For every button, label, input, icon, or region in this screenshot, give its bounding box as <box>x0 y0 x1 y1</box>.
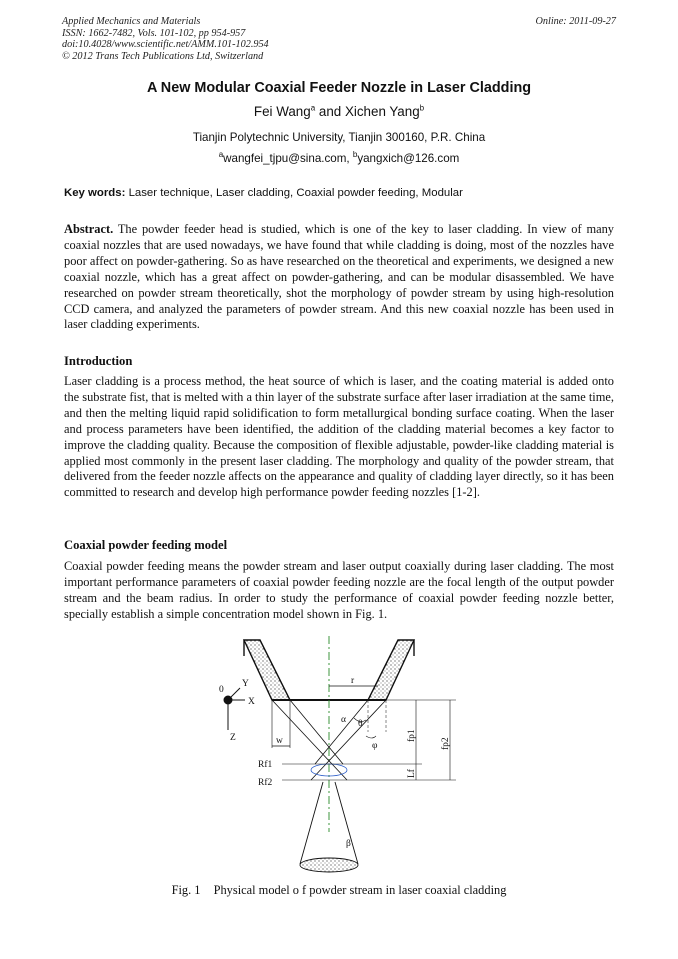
z-axis-label: Z <box>230 733 236 743</box>
fp1-label: fp1 <box>407 729 417 742</box>
phi-label: φ <box>372 741 378 751</box>
author-1: Fei Wang <box>253 104 311 119</box>
author-2: Xichen Yang <box>344 104 420 119</box>
paper-title: A New Modular Coaxial Feeder Nozzle in Laser Cladding <box>146 80 532 96</box>
rf2-label: Rf2 <box>258 778 273 788</box>
y-axis-line <box>228 688 240 700</box>
x-axis-label: X <box>248 697 255 707</box>
theta-label: θ <box>358 719 363 729</box>
introduction-text: Laser cladding is a process method, the heat source of which is laser, and the coating material is added onto the substrate fist, that is melted with a thin layer of the substrate surface after laser irradiation at the same time, and then the melting liquid rapid solidification to form metallurgical bonding surface coating. When the laser and process parameters have been identified, the addition of the cladding material becomes a key factor to improve the cladding quality. Because the composition of flexible adjustable, powder-like cladding material is applied most commonly in the present laser cladding. The morphology and quality of the powder stream, that delivered from the feeder nozzle affects on the appearance and quality of cladding layer directly, so it has been committed to research and develop high performance powder feeding nozzles [1-2]. <box>64 374 614 500</box>
keywords-text: Laser technique, Laser cladding, Coaxial powder feeding, Modular <box>125 187 463 199</box>
email-line <box>0 152 678 165</box>
substrate-spot <box>300 858 358 872</box>
email-a-sup: a <box>218 150 224 160</box>
issn-line: ISSN: 1662-7482, Vols. 101-102, pp 954-957 <box>62 27 246 39</box>
author-2-sup: b <box>419 103 425 113</box>
ray-left-outer <box>272 700 347 780</box>
keywords <box>64 187 463 199</box>
w-label: w <box>276 736 283 746</box>
origin-label: 0 <box>219 685 224 695</box>
keywords-label: Key words: <box>64 187 126 199</box>
ray-right-inner <box>315 700 368 764</box>
abstract-text: The powder feeder head is studied, which is one of the key to laser cladding. In view of many coaxial nozzles that are used nowadays, we have found that while cladding is doing, most of the nozzles have poor affect on powder-gathering. So as have researched on the theoretical and experiments, we designed a new coaxial nozzle, which has a great affect on powder-gathering, and can be modular disassembled. We have researched on powder stream theoretically, shot the morphology of powder stream by using high-resolution CCD camera, and analyzed the parameters of powder stream. And this new coaxial nozzle has been used in laser cladding experiments. <box>64 222 614 332</box>
ray-right-outer <box>311 700 386 780</box>
coaxial-model-heading: Coaxial powder feeding model <box>64 538 228 552</box>
journal-name: Applied Mechanics and Materials <box>62 16 201 27</box>
phi-arc <box>366 736 376 738</box>
coaxial-model-text: Coaxial powder feeding means the powder stream and laser output coaxially during laser cladding. The most important performance parameters of coaxial powder feeding nozzle are the focal length of the output powder stream and the beam radius. In order to study the performance of coaxial powder feeding nozzle better, specially establish a simple concentration model shown in Fig. 1. <box>64 559 614 621</box>
nozzle-left-wall <box>244 640 290 700</box>
y-axis-label: Y <box>242 679 249 689</box>
lf-label: Lf <box>407 769 417 778</box>
figure-caption-text: Physical model o f powder stream in laser coaxial cladding <box>213 883 507 897</box>
cone-right <box>335 782 358 864</box>
cone-left <box>300 782 323 864</box>
alpha-label: α <box>341 715 346 725</box>
coordinate-system <box>224 688 245 730</box>
introduction-heading: Introduction <box>64 354 133 368</box>
doi-line: doi:10.4028/www.scientific.net/AMM.101-102.954 <box>62 39 269 50</box>
author-line <box>0 104 678 119</box>
figure-number: Fig. 1 <box>171 883 201 897</box>
nozzle-diagram <box>210 632 480 880</box>
journal-header <box>62 16 269 62</box>
copyright-line: © 2012 Trans Tech Publications Ltd, Switzerland <box>62 50 264 62</box>
rf1-label: Rf1 <box>258 760 273 770</box>
author-and: and <box>315 104 345 119</box>
email-b-sup: b <box>352 150 358 160</box>
abstract <box>64 222 614 333</box>
r-label: r <box>351 676 355 686</box>
beta-label: β <box>346 839 351 849</box>
abstract-label: Abstract. <box>64 222 114 236</box>
email-b: yangxich@126.com <box>357 152 460 165</box>
figure-caption <box>0 883 678 898</box>
nozzle-right-wall <box>368 640 414 700</box>
online-date: Online: 2011-09-27 <box>535 16 616 27</box>
fp2-label: fp2 <box>441 737 451 750</box>
affiliation: Tianjin Polytechnic University, Tianjin 300160, P.R. China <box>192 131 486 144</box>
email-a: wangfei_tjpu@sina.com, <box>223 152 353 165</box>
author-1-sup: a <box>310 103 316 113</box>
